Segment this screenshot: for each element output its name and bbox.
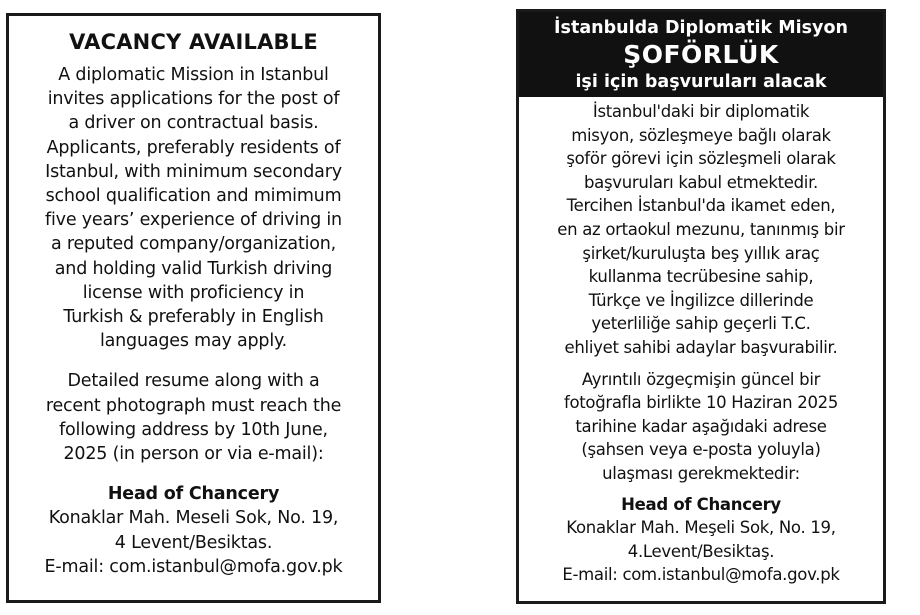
ad-title: VACANCY AVAILABLE [69,30,318,54]
ad-body-paragraph [15,63,372,353]
ad-instructions-line: 2025 (in person or via e-mail): [63,444,324,465]
ad-instructions-paragraph [15,369,372,466]
ad-body-line: Tercihen İstanbul'da ikamet eden, [566,196,836,216]
ad-body-line: Istanbul, with minimum secondary [45,161,342,182]
address-line: Konaklar Mah. Meseli Sok, No. 19, [48,508,339,529]
ad-body-line: school qualification and mimimum [45,186,342,207]
ad-instructions-line: ulaşması gerekmektedir: [602,463,800,483]
ad-title: ŞOFÖRLÜK [623,40,779,69]
ad-instructions-line: recent photograph must reach the [45,395,342,416]
ad-body-line: a reputed company/organization, [50,234,337,255]
turkish-vacancy-ad [516,9,886,604]
address-line: 4.Levent/Besiktaş. [627,541,775,561]
address-line: Konaklar Mah. Meşeli Sok, No. 19, [566,518,836,538]
spacer [525,360,877,368]
english-vacancy-ad [6,13,381,603]
ad-body-line: Turkish & preferably in English [63,307,324,328]
contact-title: Head of Chancery [621,494,781,514]
contact-email: E-mail: com.istanbul@mofa.gov.pk [562,565,840,585]
ad-body-line: and holding valid Turkish driving [54,258,333,279]
ad-body-line: şoför görevi için sözleşmeli olarak [566,149,836,169]
ad-body-line: misyon, sözleşmeye bağlı olarak [571,125,831,145]
ad-body-line: kullanma tecrübesine sahip, [588,267,814,287]
ad-header-line: İstanbulda Diplomatik Misyon [554,18,848,38]
ad-body-line: Türkçe ve İngilizce dillerinde [588,290,814,310]
ad-body-line: invites applications for the post of [47,89,340,110]
ad-instructions-line: tarihine kadar aşağıdaki adrese [575,416,827,436]
ad-instructions-line: Detailed resume along with a [67,371,320,392]
ad-contact-block [525,493,877,587]
ad-body-line: five years’ experience of driving in [45,210,342,231]
ad-body-line: şirket/kuruluşta beş yıllık araç [582,243,820,263]
ad-instructions-line: following address by 10th June, [59,419,328,440]
ad-body-paragraph [525,100,877,360]
ad-body-line: a driver on contractual basis. [68,113,319,134]
ad-contact-block [15,482,372,579]
ad-instructions-line: (şahsen veya e-posta yoluyla) [581,440,821,460]
ad-body-line: başvuruları kabul etmektedir. [584,172,818,192]
ad-body-line: A diplomatic Mission in Istanbul [58,65,329,85]
address-line: 4 Levent/Besiktas. [114,532,273,553]
ad-body-line: languages may apply. [99,331,288,352]
ad-content [519,97,883,587]
ad-body-line: İstanbul'daki bir diplomatik [592,102,810,121]
contact-title: Head of Chancery [107,484,280,505]
ad-instructions-paragraph [525,368,877,486]
ad-body-line: en az ortaokul mezunu, tanınmış bir [557,219,845,239]
ad-body-line: Applicants, preferably residents of [46,137,341,158]
ad-body-line: license with proficiency in [82,282,305,303]
spacer [525,486,877,493]
ad-instructions-line: fotoğrafla birlikte 10 Haziran 2025 [563,393,839,413]
ad-body-line: ehliyet sahibi adaylar başvurabilir. [564,337,838,357]
ad-instructions-line: Ayrıntılı özgeçmişin güncel bir [581,369,821,389]
ad-body-line: yeterliliğe sahip geçerli T.C. [591,314,811,334]
contact-email: E-mail: com.istanbul@mofa.gov.pk [44,556,343,577]
ad-header-line: işi için başvuruları alacak [575,72,827,92]
spacer [15,353,372,369]
spacer [15,466,372,482]
ad-header-banner [519,12,883,97]
